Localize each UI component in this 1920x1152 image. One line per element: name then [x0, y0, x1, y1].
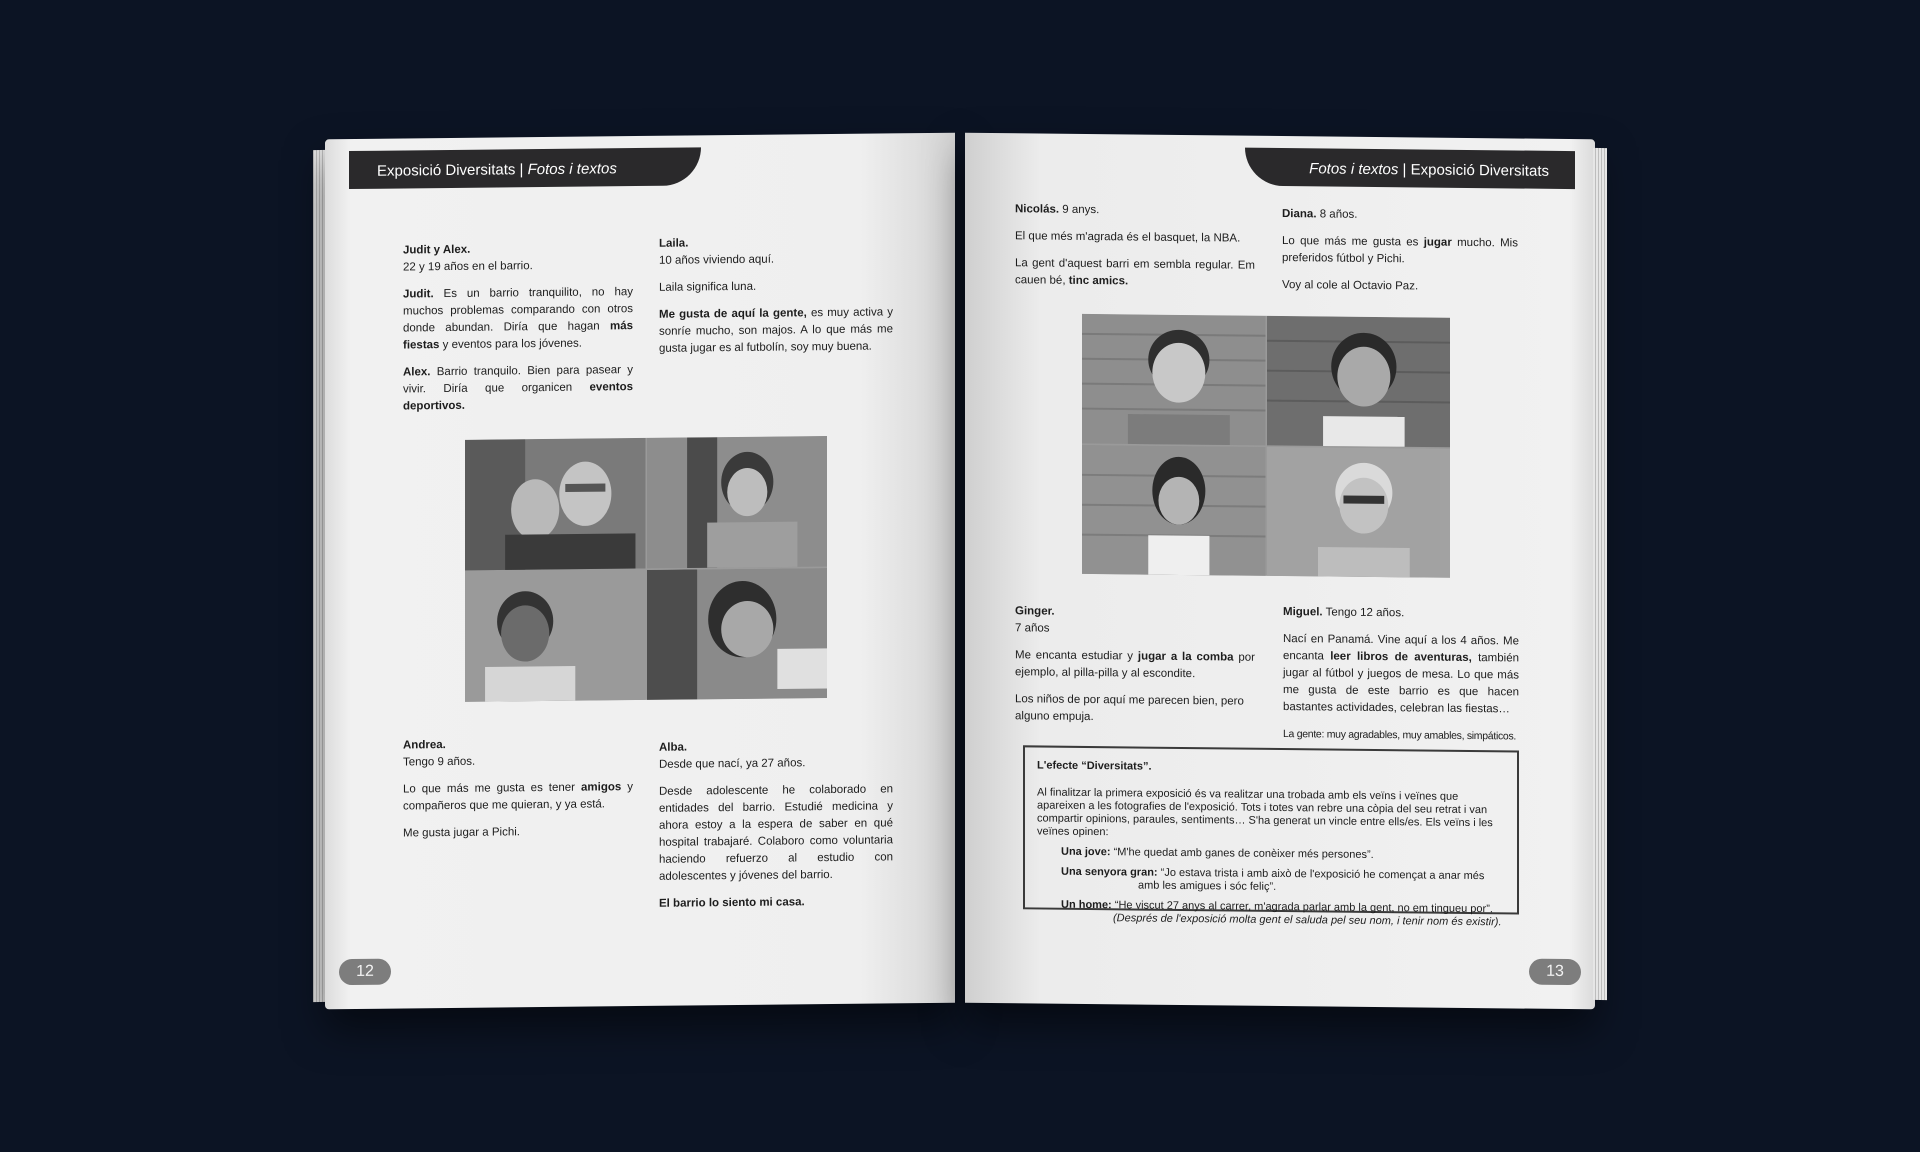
entry-miguel: Miguel. Tengo 12 años. Nací en Panamá. Vine aquí a los 4 años. Me encanta leer libros de aventuras, también jugar al fútbol y juegos de mesa. Lo que más me gusta de este barrio es que hacen bastantes actividades, celebran las fiestas… La gente: muy agradables, muy amables, simpáticos.: [1283, 606, 1519, 743]
photo-judit-alex: [465, 438, 646, 570]
photo-diana: [1267, 316, 1451, 447]
left-page: [325, 133, 955, 1010]
entry-info: Tengo 12 años.: [1322, 606, 1405, 620]
entry-info: 9 anys.: [1059, 203, 1100, 217]
photo-laila: [647, 436, 828, 568]
page-number-left: 12: [339, 959, 391, 986]
photo-collage-left: [465, 436, 827, 702]
right-header-subtitle: Fotos i textos: [1309, 160, 1399, 179]
photo-andrea: [465, 569, 646, 701]
right-page: [965, 133, 1595, 1010]
quote-man: Un home: “He viscut 27 anys al carrer, m'agrada parlar amb la gent, no em tingueu por”.: [1061, 898, 1493, 916]
photo-alba: [647, 568, 828, 700]
photo-ginger: [1082, 444, 1266, 575]
left-header-title: Exposició Diversitats: [377, 161, 516, 180]
entry-info: Desde que nací, ya 27 años.: [659, 757, 806, 771]
entry-name: Diana.: [1282, 208, 1317, 221]
entry-name: Ginger.: [1015, 605, 1055, 618]
effect-box-intro: Al finalitzar la primera exposició és va realitzar una trobada amb els veïns i veïnes que apareixen a les fotografies de l'exposició. Tots i totes van rebre una còpia del seu retrat i van compartir opinions, paraules, sentiments… S'ha generat un vincle entre ells/es. Els veïns i les veïnes opinen:: [1037, 786, 1493, 839]
entry-info: 7 años: [1015, 622, 1050, 635]
left-header-subtitle: Fotos i textos: [527, 160, 617, 179]
entry-judit-alex: Judit y Alex. 22 y 19 años en el barrio. Judit. Es un barrio tranquilito, no hay muchos problemas comparando con otros donde abundan. Diría que hagan más fiestas y eventos para los jóvenes. Alex. Barrio tranquilo. Bien para pasear y vivir. Diría que organicen eventos deportivos.: [403, 243, 633, 413]
entry-ginger: Ginger. 7 años Me encanta estudiar y jugar a la comba por ejemplo, al pilla-pilla y al escondite. Los niños de por aquí me parecen bien, pero alguno empuja.: [1015, 605, 1255, 724]
entry-diana: Diana. 8 años. Lo que más me gusta es jugar mucho. Mis preferidos fútbol y Pichi. Voy al cole al Octavio Paz.: [1282, 208, 1518, 293]
entry-andrea: Andrea. Tengo 9 años. Lo que más me gusta es tener amigos y compañeros que me quieran, y ya está. Me gusta jugar a Pichi.: [403, 739, 633, 840]
entry-info: Tengo 9 años.: [403, 755, 476, 769]
open-book: [325, 136, 1595, 1016]
entry-info: 8 años.: [1316, 208, 1358, 221]
page-stack-right: [1593, 148, 1607, 1000]
entry-name: Miguel.: [1283, 606, 1323, 619]
right-header-bar: Fotos i textos | Exposició Diversitats: [1245, 148, 1575, 189]
entry-info: 22 y 19 años en el barrio.: [403, 260, 533, 274]
photo-nicolas: [1082, 314, 1266, 445]
photo-collage-right: [1082, 314, 1450, 578]
entry-nicolas: Nicolás. 9 anys. El que més m'agrada és el basquet, la NBA. La gent d'aquest barri em sembla regular. Em cauen bé, tinc amics.: [1015, 203, 1255, 288]
effect-box: L'efecte “Diversitats”. Al finalitzar la primera exposició és va realitzar una trobada amb els veïns i veïnes que apareixen a les fotografies de l'exposició. Tots i totes van rebre una còpia del seu retrat i van compartir opinions, paraules, sentiments… S'ha generat un vincle entre ells/es. Els veïns i les veïnes opinen: Una jove: “M'he quedat amb ganes de conèixer més persones”. Una senyora gran: “Jo estava trista i amb això de l'exposició he començat a anar més amb les amigues i sóc feliç”. Un home: “He viscut 27 anys al carrer, m'agrada parlar amb la gent, no em tingueu por”. (Després de l'exposició molta gent el saluda pel seu nom, i tenir nom és existir).: [1023, 745, 1519, 914]
entry-info: 10 años viviendo aquí.: [659, 253, 775, 267]
entry-laila: Laila. 10 años viviendo aquí. Laila significa luna. Me gusta de aquí la gente, es muy activa y sonríe mucho, son majos. A lo que más me gusta jugar es al futbolín, soy muy buena.: [659, 237, 893, 355]
left-header-bar: Exposició Diversitats | Fotos i textos: [349, 147, 701, 189]
effect-box-title: L'efecte “Diversitats”.: [1037, 759, 1152, 773]
entry-name: Andrea.: [403, 739, 446, 752]
entry-name: Laila.: [659, 237, 689, 250]
quote-older-lady: Una senyora gran: “Jo estava trista i amb això de l'exposició he començat a anar més: [1061, 865, 1485, 883]
right-header-title: Exposició Diversitats: [1410, 161, 1549, 180]
entry-name: Judit y Alex.: [403, 243, 471, 257]
photo-miguel: [1267, 446, 1451, 577]
quote-young-woman: Una jove: “M'he quedat amb ganes de conèixer més persones”.: [1061, 845, 1374, 861]
page-number-right: 13: [1529, 959, 1581, 986]
entry-alba: Alba. Desde que nací, ya 27 años. Desde adolescente he colaborado en entidades del barrio. Estudié medicina y ahora estoy a la espera de saber en qué hospital trabajaré. Colaboro como voluntaria haciendo refuerzo al estudio con adolescentes y jóvenes del barrio. El barrio lo siento mi casa.: [659, 741, 893, 910]
entry-name: Nicolás.: [1015, 203, 1060, 216]
entry-name: Alba.: [659, 741, 688, 754]
